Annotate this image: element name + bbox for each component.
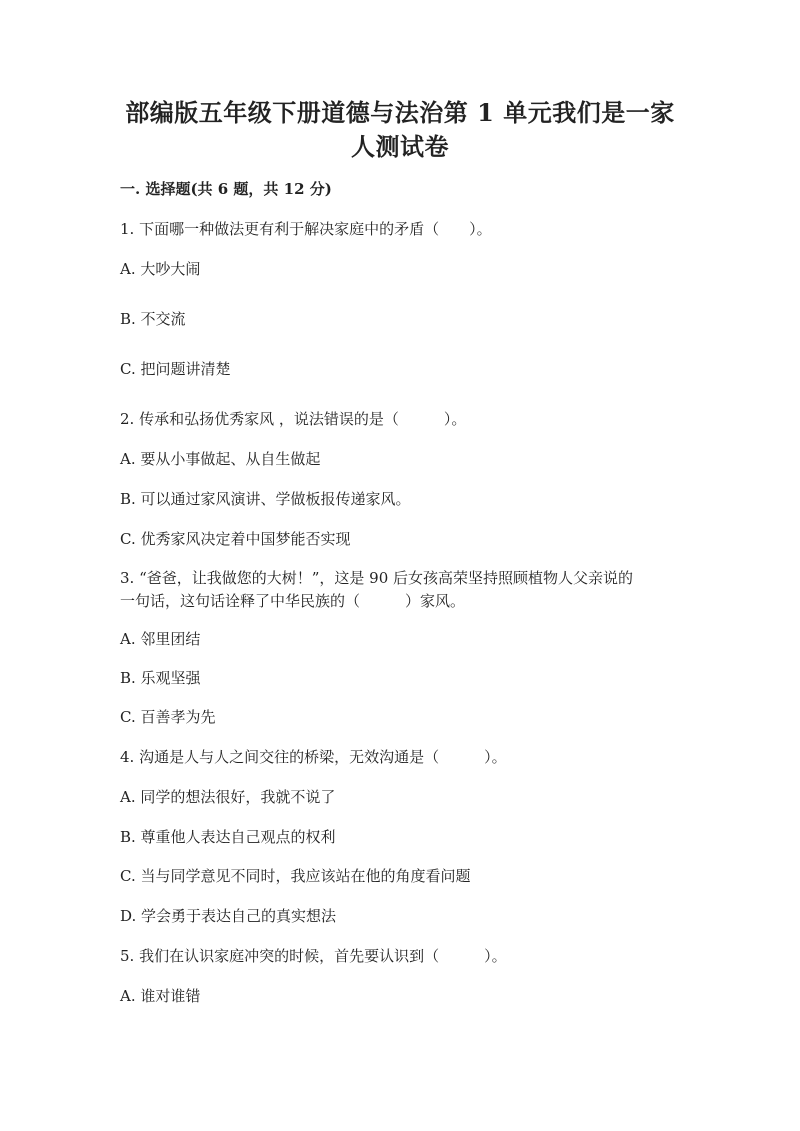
question-3-stem-line-2: 一句话，这句话诠释了中华民族的（ ）家风。 [120, 592, 466, 610]
question-4-option-c: C. 当与同学意见不同时，我应该站在他的角度看问题 [120, 867, 471, 885]
question-4-stem: 4. 沟通是人与人之间交往的桥梁，无效沟通是（ ）。 [120, 748, 507, 766]
section-heading: 一. 选择题(共 6 题，共 12 分) [120, 180, 332, 198]
question-3-stem-line-1: 3. “爸爸，让我做您的大树！”，这是 90 后女孩高荣坚持照顾植物人父亲说的 [120, 569, 634, 587]
question-1-option-a: A. 大吵大闹 [120, 260, 201, 278]
question-1-option-b: B. 不交流 [120, 310, 186, 328]
title-line-2: 人测试卷 [351, 132, 449, 161]
question-5-option-a: A. 谁对谁错 [120, 987, 201, 1005]
question-1-option-c: C. 把问题讲清楚 [120, 360, 231, 378]
question-4-option-b: B. 尊重他人表达自己观点的权利 [120, 828, 336, 846]
page-title [100, 96, 700, 164]
title-line-1: 部编版五年级下册道德与法治第 1 单元我们是一家 [125, 98, 675, 127]
question-2-option-a: A. 要从小事做起、从自生做起 [120, 450, 321, 468]
question-3-option-c: C. 百善孝为先 [120, 708, 216, 726]
question-4-option-a: A. 同学的想法很好，我就不说了 [120, 788, 336, 806]
question-1-stem: 1. 下面哪一种做法更有利于解决家庭中的矛盾（ ）。 [120, 220, 492, 238]
question-4-option-d: D. 学会勇于表达自己的真实想法 [120, 907, 337, 925]
question-2-stem: 2. 传承和弘扬优秀家风 ，说法错误的是（ ）。 [120, 410, 467, 428]
question-3-option-b: B. 乐观坚强 [120, 669, 201, 687]
question-2-option-c: C. 优秀家风决定着中国梦能否实现 [120, 530, 351, 548]
question-3-option-a: A. 邻里团结 [120, 630, 201, 648]
question-2-option-b: B. 可以通过家风演讲、学做板报传递家风。 [120, 490, 411, 508]
question-5-stem: 5. 我们在认识家庭冲突的时候，首先要认识到（ ）。 [120, 947, 507, 965]
